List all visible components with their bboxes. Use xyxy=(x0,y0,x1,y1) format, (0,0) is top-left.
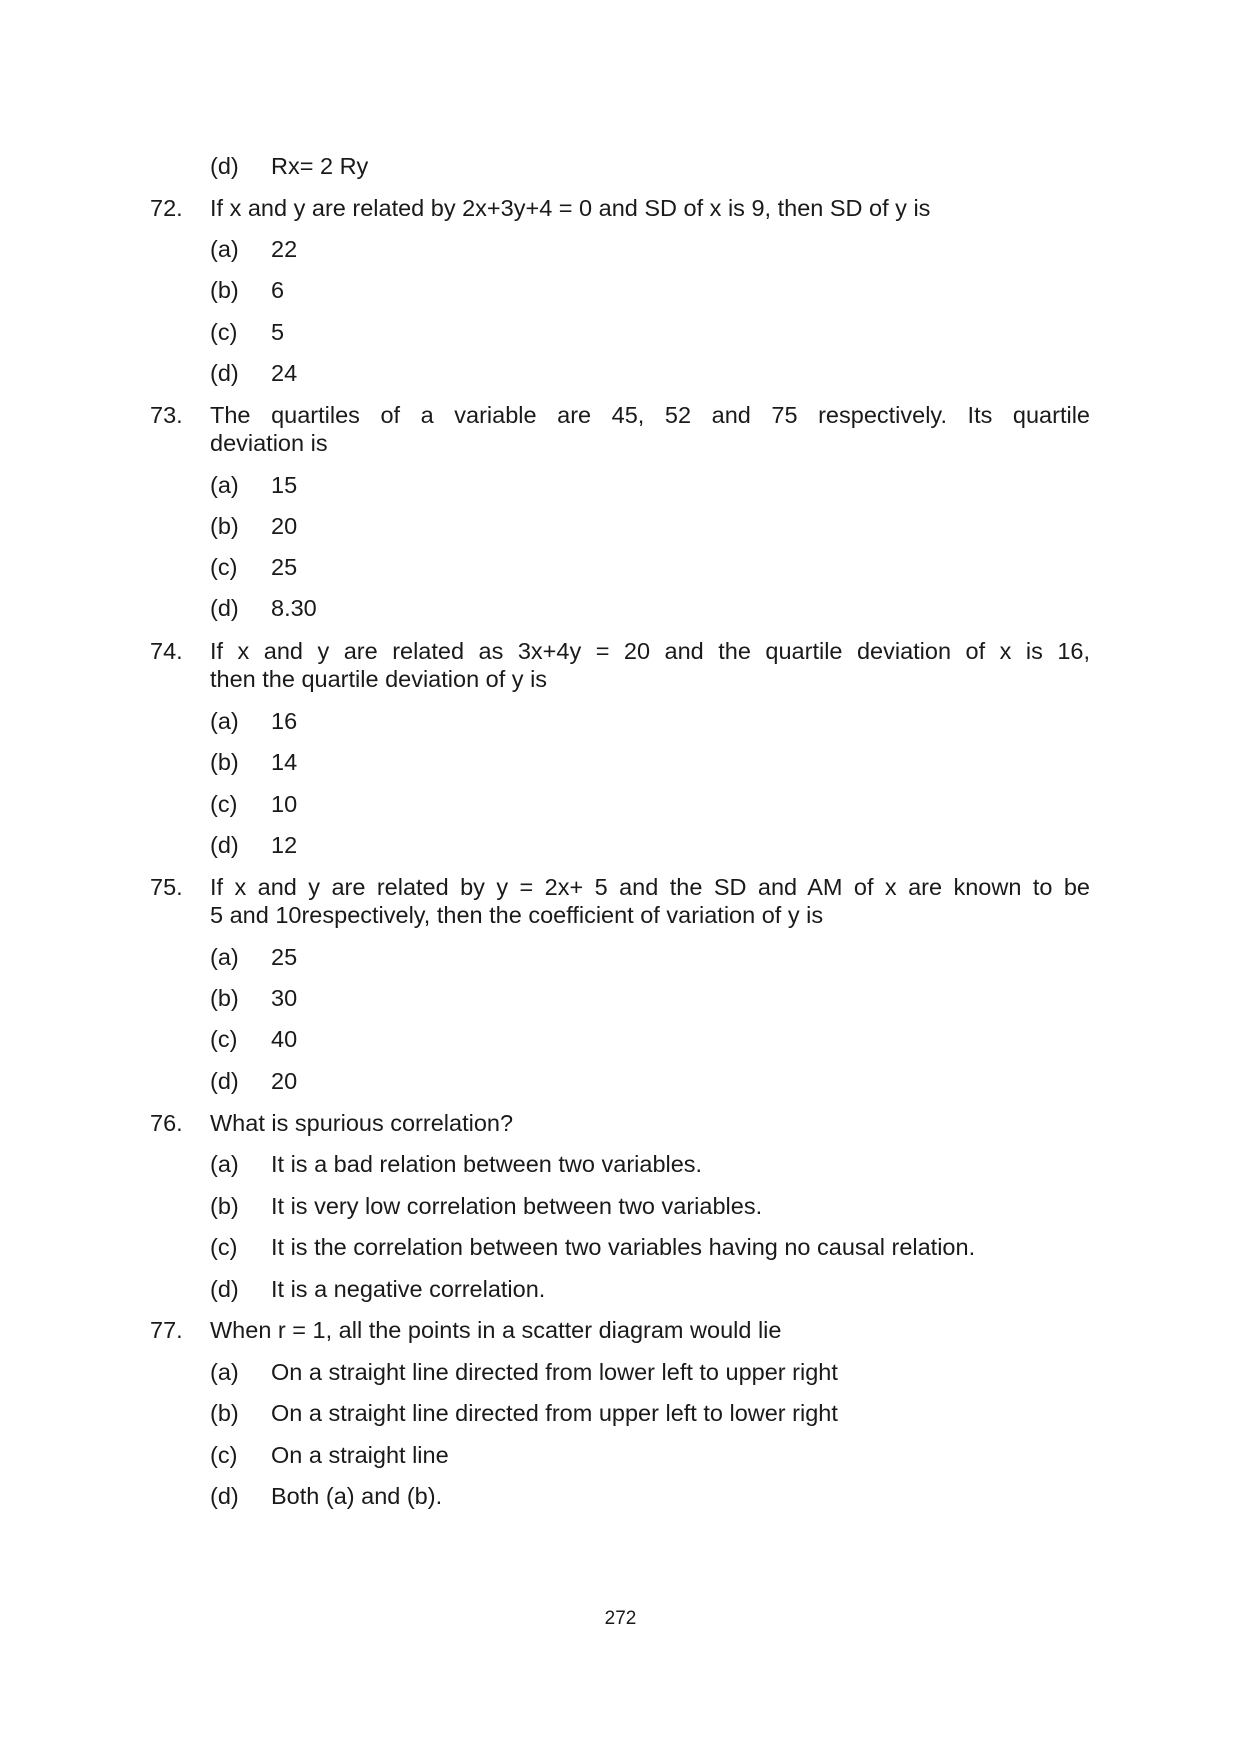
question-number: 73. xyxy=(150,402,183,428)
option-text: On a straight line xyxy=(271,1442,449,1468)
question-text: If x and y are related as 3x+4y = 20 and the quartile deviation of x is 16, xyxy=(210,638,1090,664)
option-label: (b) xyxy=(210,749,239,775)
question-text: then the quartile deviation of y is xyxy=(210,666,548,692)
option-text: Rx= 2 Ry xyxy=(271,153,369,179)
question-text: If x and y are related by 2x+3y+4 = 0 and SD of x is 9, then SD of y is xyxy=(210,195,931,221)
option-text: 5 xyxy=(271,319,285,345)
option-label: (d) xyxy=(210,832,239,858)
question-number: 74. xyxy=(150,638,183,664)
question-text: If x and y are related by y = 2x+ 5 and the SD and AM of x are known to be xyxy=(210,874,1090,900)
option-text: 22 xyxy=(271,236,298,262)
option-text: It is a bad relation between two variables. xyxy=(271,1151,703,1177)
option-text: 16 xyxy=(271,708,298,734)
question-number: 77. xyxy=(150,1317,183,1343)
option-text: 25 xyxy=(271,944,298,970)
option-label: (a) xyxy=(210,1359,239,1385)
question-number: 72. xyxy=(150,195,183,221)
question-text: What is spurious correlation? xyxy=(210,1110,514,1136)
option-text: 15 xyxy=(271,472,298,498)
option-text: 8.30 xyxy=(271,595,317,621)
option-text: On a straight line directed from lower left to upper right xyxy=(271,1359,838,1385)
option-label: (d) xyxy=(210,595,239,621)
option-text: It is very low correlation between two variables. xyxy=(271,1193,763,1219)
option-text: 24 xyxy=(271,360,298,386)
option-text: On a straight line directed from upper left to lower right xyxy=(271,1400,838,1426)
option-text: 10 xyxy=(271,791,298,817)
option-label: (a) xyxy=(210,236,239,262)
option-label: (b) xyxy=(210,1400,239,1426)
option-text: 6 xyxy=(271,277,285,303)
question-text: When r = 1, all the points in a scatter diagram would lie xyxy=(210,1317,782,1343)
question-text: 5 and 10respectively, then the coefficient of variation of y is xyxy=(210,902,824,928)
option-text: 30 xyxy=(271,985,298,1011)
option-label: (d) xyxy=(210,1483,239,1509)
option-text: 20 xyxy=(271,513,298,539)
option-text: 20 xyxy=(271,1068,298,1094)
option-label: (b) xyxy=(210,277,239,303)
question-text: deviation is xyxy=(210,430,328,456)
question-text: The quartiles of a variable are 45, 52 and 75 respectively. Its quartile xyxy=(210,402,1090,428)
option-text: 12 xyxy=(271,832,298,858)
option-text: Both (a) and (b). xyxy=(271,1483,443,1509)
option-label: (d) xyxy=(210,1276,239,1302)
option-label: (c) xyxy=(210,1442,238,1468)
option-text: It is the correlation between two variables having no causal relation. xyxy=(271,1234,976,1260)
option-label: (a) xyxy=(210,708,239,734)
question-number: 75. xyxy=(150,874,183,900)
option-label: (b) xyxy=(210,985,239,1011)
option-label: (b) xyxy=(210,513,239,539)
option-label: (a) xyxy=(210,944,239,970)
option-label: (c) xyxy=(210,1234,238,1260)
option-label: (c) xyxy=(210,554,238,580)
option-label: (a) xyxy=(210,1151,239,1177)
question-number: 76. xyxy=(150,1110,183,1136)
option-text: 14 xyxy=(271,749,298,775)
option-label: (d) xyxy=(210,360,239,386)
option-label: (c) xyxy=(210,1026,238,1052)
option-text: It is a negative correlation. xyxy=(271,1276,546,1302)
option-label: (d) xyxy=(210,153,239,179)
option-text: 25 xyxy=(271,554,298,580)
page-number: 272 xyxy=(604,1608,637,1629)
option-text: 40 xyxy=(271,1026,298,1052)
option-label: (c) xyxy=(210,791,238,817)
option-label: (b) xyxy=(210,1193,239,1219)
option-label: (c) xyxy=(210,319,238,345)
option-label: (d) xyxy=(210,1068,239,1094)
option-label: (a) xyxy=(210,472,239,498)
